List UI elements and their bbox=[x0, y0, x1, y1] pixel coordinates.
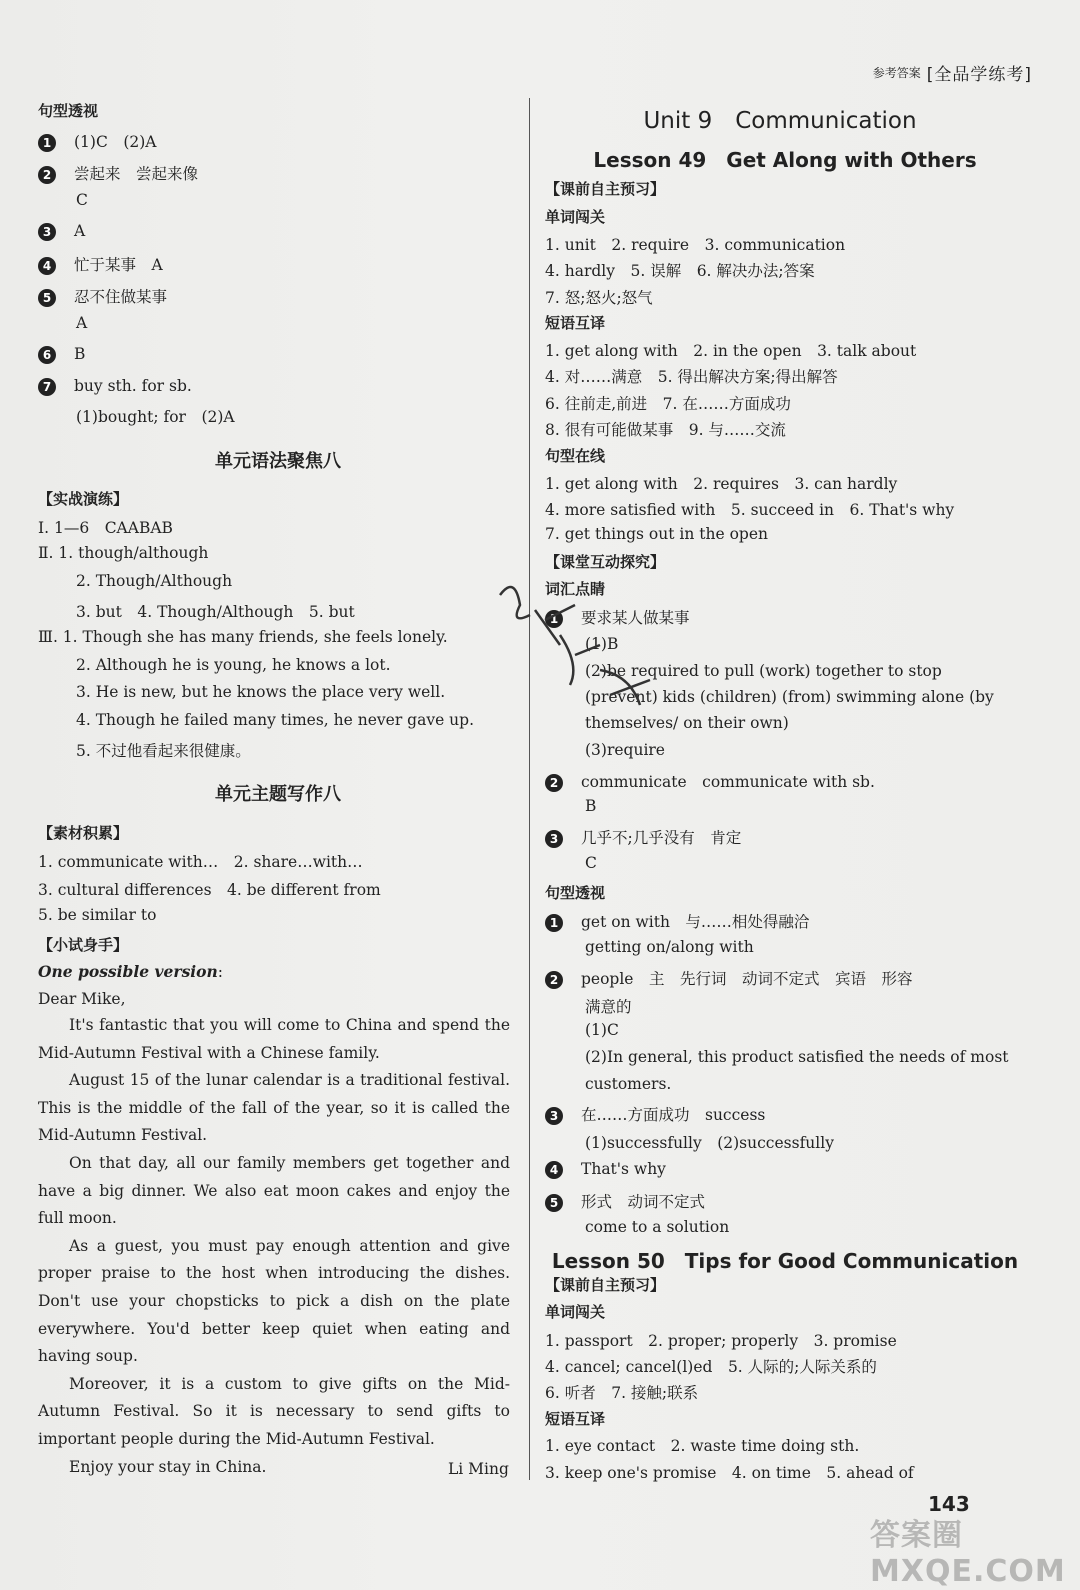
lesson-title: Lesson 49 Get Along with Others bbox=[593, 148, 977, 172]
answer-line: 4. cancel; cancel(l)ed 5. 人际的;人际关系的 bbox=[545, 1358, 877, 1376]
answer-line: 2. Though/Although bbox=[76, 572, 233, 590]
section-heading: 【课前自主预习】 bbox=[545, 1276, 666, 1294]
letter-paragraph: It's fantastic that you will come to China and spend the Mid-Autumn Festival with a Chinese family. bbox=[38, 1016, 510, 1062]
circled-number-icon: 1 bbox=[545, 914, 563, 932]
page-number: 143 bbox=[928, 1492, 970, 1516]
circled-number-icon: 5 bbox=[38, 289, 56, 307]
version-text: One possible version bbox=[38, 962, 218, 981]
answer-line: 1. unit 2. require 3. communication bbox=[545, 236, 846, 254]
answer-text: C bbox=[585, 854, 597, 872]
answer-text: themselves/ on their own) bbox=[585, 714, 789, 732]
answer-line: 1. passport 2. proper; properly 3. promise bbox=[545, 1332, 897, 1350]
answer-text: 形式 动词不定式 bbox=[581, 1193, 706, 1211]
letter-paragraph: On that day, all our family members get together and have a big dinner. We also eat moon cakes and enjoy the full moon. bbox=[38, 1153, 510, 1228]
answer-text: A bbox=[76, 314, 88, 332]
section-title: 单元语法聚焦八 bbox=[215, 451, 341, 472]
answer-text: (1)bought; for (2)A bbox=[76, 408, 235, 426]
list-item bbox=[545, 826, 741, 848]
circled-number-icon: 3 bbox=[545, 830, 563, 848]
answer-line: 6. 往前走,前进 7. 在……方面成功 bbox=[545, 395, 791, 413]
list-item bbox=[38, 253, 163, 275]
answer-text: communicate communicate with sb. bbox=[581, 773, 875, 791]
list-item bbox=[545, 770, 875, 792]
list-item bbox=[545, 967, 912, 989]
answer-line: 4. Though he failed many times, he never gave up. bbox=[76, 711, 475, 729]
section-heading: 单词闯关 bbox=[545, 208, 606, 226]
letter-greeting: Dear Mike, bbox=[38, 990, 126, 1008]
column-divider bbox=[529, 98, 530, 1480]
section-heading: 【实战演练】 bbox=[38, 490, 129, 508]
answer-line: 6. 听者 7. 接触;联系 bbox=[545, 1384, 699, 1402]
letter-signature: Li Ming bbox=[448, 1460, 509, 1478]
answer-line: 1. communicate with… 2. share…with… bbox=[38, 853, 363, 871]
answer-text: B bbox=[585, 797, 597, 815]
answer-text: 忍不住做某事 bbox=[74, 288, 168, 306]
section-heading: 短语互译 bbox=[545, 314, 606, 332]
answer-text: A bbox=[74, 222, 86, 240]
handwriting-scribble-icon bbox=[490, 575, 690, 735]
answer-text: B bbox=[74, 345, 86, 363]
section-heading: 句型透视 bbox=[38, 102, 99, 120]
answer-line: 3. He is new, but he knows the place very well. bbox=[76, 683, 446, 701]
answer-text: come to a solution bbox=[585, 1218, 730, 1236]
answer-text: 要求某人做某事 bbox=[581, 609, 690, 627]
answer-text: (1)C bbox=[585, 1021, 619, 1039]
answer-line: 7. 怒;怒火;怒气 bbox=[545, 289, 653, 307]
list-item bbox=[545, 1103, 765, 1125]
answer-line: 4. 对……满意 5. 得出解决方案;得出解答 bbox=[545, 368, 838, 386]
answer-text: get on with 与……相处得融洽 bbox=[581, 913, 810, 931]
answer-line: 2. Although he is young, he knows a lot. bbox=[76, 656, 391, 674]
answer-line: Ⅲ. 1. Though she has many friends, she feels lonely. bbox=[38, 628, 448, 646]
answer-line: 4. more satisfied with 5. succeed in 6. That's why bbox=[545, 501, 955, 519]
answer-line: 4. hardly 5. 误解 6. 解决办法;答案 bbox=[545, 262, 815, 280]
header-small-label: 参考答案 bbox=[872, 66, 921, 80]
answer-line: 5. be similar to bbox=[38, 906, 157, 924]
section-heading: 短语互译 bbox=[545, 1410, 606, 1428]
answer-line: 1. get along with 2. requires 3. can hardly bbox=[545, 475, 898, 493]
answer-line: 3. keep one's promise 4. on time 5. ahead of bbox=[545, 1464, 914, 1482]
answer-text: (1)successfully (2)successfully bbox=[585, 1134, 834, 1152]
unit-title: Unit 9 Communication bbox=[643, 108, 917, 134]
answer-line: 5. 不过他看起来很健康。 bbox=[76, 742, 251, 760]
circled-number-icon: 2 bbox=[38, 166, 56, 184]
answer-text: (prevent) kids (children) (from) swimming alone (by bbox=[585, 688, 994, 706]
list-item bbox=[38, 345, 85, 364]
letter-paragraph: As a guest, you must pay enough attention and give proper praise to the host when introducing the dishes. Don't use your chopsticks to pick a dish on the plate everywhere. You'd better keep quiet when eating and having soup. bbox=[38, 1236, 510, 1366]
list-item bbox=[545, 910, 809, 932]
letter-paragraph: Moreover, it is a custom to give gifts on the Mid-Autumn Festival. So it is necessary to send gifts to important people during the Mid-Autumn Festival. bbox=[38, 1374, 510, 1448]
answer-text: 几乎不;几乎没有 肯定 bbox=[581, 829, 742, 847]
answer-text: That's why bbox=[581, 1160, 666, 1178]
letter-body bbox=[38, 1012, 510, 1481]
list-item bbox=[545, 1190, 705, 1212]
list-item bbox=[38, 222, 85, 241]
section-heading: 单词闯关 bbox=[545, 1303, 606, 1321]
circled-number-icon: 4 bbox=[545, 1161, 563, 1179]
answer-text: 忙于某事 A bbox=[74, 256, 163, 274]
letter-paragraph: Enjoy your stay in China. bbox=[69, 1457, 267, 1476]
answer-text: customers. bbox=[585, 1075, 672, 1093]
section-heading: 【课堂互动探究】 bbox=[545, 553, 666, 571]
list-item bbox=[38, 377, 192, 396]
answer-line: 1. eye contact 2. waste time doing sth. bbox=[545, 1437, 860, 1455]
circled-number-icon: 2 bbox=[545, 774, 563, 792]
section-heading: 【小试身手】 bbox=[38, 936, 129, 954]
answer-line: 7. get things out in the open bbox=[545, 525, 768, 543]
answer-text: (2)In general, this product satisfied the needs of most bbox=[585, 1048, 1009, 1066]
page-header bbox=[873, 60, 1032, 85]
circled-number-icon: 4 bbox=[38, 257, 56, 275]
answer-line: 1. get along with 2. in the open 3. talk about bbox=[545, 342, 917, 360]
letter-paragraph: August 15 of the lunar calendar is a traditional festival. This is the middle of the fall of the year, so it is called the Mid-Autumn Festival. bbox=[38, 1071, 510, 1145]
circled-number-icon: 5 bbox=[545, 1194, 563, 1212]
circled-number-icon: 3 bbox=[38, 223, 56, 241]
answer-text: (1)B bbox=[585, 635, 619, 653]
answer-line: 8. 很有可能做某事 9. 与……交流 bbox=[545, 421, 786, 439]
answer-text: 尝起来 尝起来像 bbox=[74, 165, 199, 183]
section-title: 单元主题写作八 bbox=[215, 784, 341, 805]
circled-number-icon: 3 bbox=[545, 1107, 563, 1125]
circled-number-icon: 7 bbox=[38, 378, 56, 396]
answer-text: 在……方面成功 success bbox=[581, 1106, 766, 1124]
answer-line: 3. but 4. Though/Although 5. but bbox=[76, 603, 355, 621]
circled-number-icon: 1 bbox=[545, 610, 563, 628]
section-heading: 【课前自主预习】 bbox=[545, 180, 666, 198]
section-heading: 句型透视 bbox=[545, 884, 606, 902]
answer-text: people 主 先行词 动词不定式 宾语 形容 bbox=[581, 970, 913, 988]
watermark: 答案圈 MXQE.COM bbox=[870, 1518, 1066, 1589]
answer-text: C bbox=[76, 191, 88, 209]
answer-line: Ⅰ. 1—6 CAABAB bbox=[38, 519, 173, 537]
answer-line: 3. cultural differences 4. be different from bbox=[38, 881, 381, 899]
answer-text: 满意的 bbox=[585, 998, 632, 1016]
answer-text: getting on/along with bbox=[585, 938, 754, 956]
list-item bbox=[545, 1160, 666, 1179]
answer-text: (1)C (2)A bbox=[74, 133, 157, 151]
circled-number-icon: 6 bbox=[38, 346, 56, 364]
lesson-title: Lesson 50 Tips for Good Communication bbox=[551, 1249, 1019, 1273]
answer-text: (2)be required to pull (work) together to stop bbox=[585, 662, 942, 680]
circled-number-icon: 2 bbox=[545, 971, 563, 989]
list-item bbox=[38, 162, 198, 184]
answer-line: Ⅱ. 1. though/although bbox=[38, 544, 209, 562]
circled-number-icon: 1 bbox=[38, 134, 56, 152]
list-item bbox=[38, 285, 167, 307]
section-heading: 句型在线 bbox=[545, 447, 606, 465]
list-item bbox=[38, 130, 156, 152]
header-brand: [全品学练考] bbox=[926, 65, 1032, 85]
section-heading: 词汇点睛 bbox=[545, 580, 606, 598]
answer-text: buy sth. for sb. bbox=[74, 377, 192, 395]
version-label: One possible version: bbox=[38, 962, 224, 981]
section-heading: 【素材积累】 bbox=[38, 824, 129, 842]
answer-text: (3)require bbox=[585, 741, 665, 759]
